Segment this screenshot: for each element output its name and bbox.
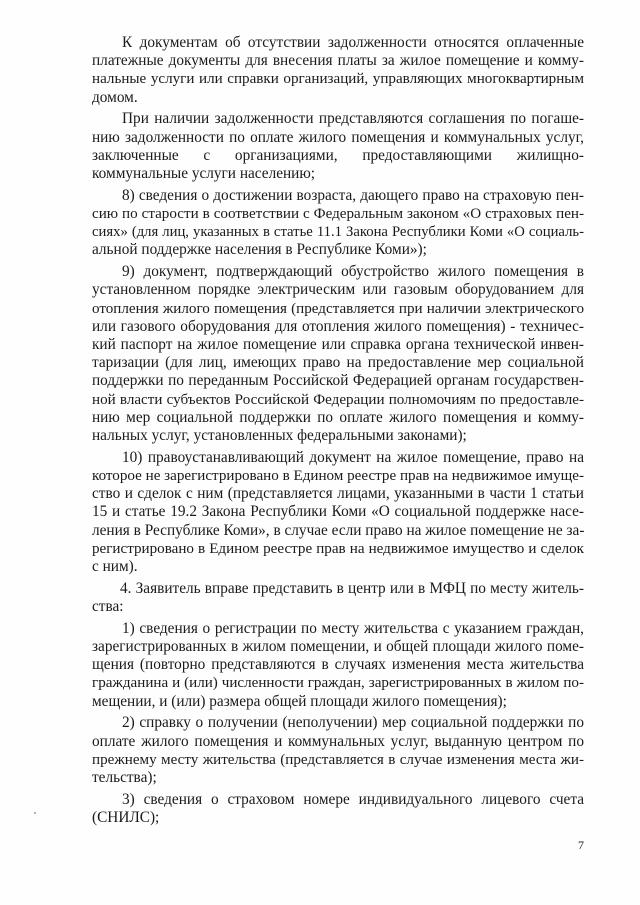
text-line: отопления жилого помещения (представляется при наличии электрического xyxy=(92,300,584,317)
text-line: поддержки по переданным Российской Федерацией органам государствен- xyxy=(92,372,584,390)
text-line: нальные услуги или справки организаций, управляющих многоквартирным xyxy=(92,71,584,88)
text-line: 3) сведения о страховом номере индивидуального лицевого счета xyxy=(122,790,584,808)
text-line: тельства); xyxy=(92,769,157,786)
text-line: гражданина и (или) численности граждан, зарегистрированных в жилом по- xyxy=(92,675,584,692)
text-line: 1) сведения о регистрации по месту жительства с указанием граждан, xyxy=(122,619,584,637)
text-line: регистрировано в Едином реестре прав на недвижимое имущество и сделок xyxy=(92,540,584,557)
text-line: При наличии задолженности представляются соглашения по погаше- xyxy=(122,110,584,128)
scan-speck xyxy=(34,812,36,814)
text-line: сию по старости в соответствии с Федеральным законом «О страховых пен- xyxy=(92,206,584,222)
text-line: 10) правоустанавливающий документ на жилое помещение, право на xyxy=(122,448,584,466)
text-line: оплате жилого помещения и коммунальных услуг, выданную центром по xyxy=(92,732,584,750)
text-line: 4. Заявитель вправе представить в центр или в МФЦ по месту житель- xyxy=(120,579,584,597)
text-line: ления в Республике Коми», в случае если право на жилое помещение не за- xyxy=(92,521,585,539)
text-line: нию задолженности по оплате жилого помещения и коммунальных услуг, xyxy=(92,128,584,146)
text-line: кий паспорт на жилое помещение или справка органа технической инвен- xyxy=(92,336,584,353)
text-line: или газового оборудования для отопления жилого помещения) - техничес- xyxy=(92,317,584,335)
text-line: ной власти субъектов Российской Федерации полномочиям по предоставле- xyxy=(92,391,584,408)
text-line: мещении, и (или) размера общей площади жилого помещения); xyxy=(92,692,507,710)
text-line: установленном порядке электрическим или газовым оборудованием для xyxy=(92,281,584,299)
text-line: домом. xyxy=(92,88,138,106)
text-line: которое не зарегистрировано в Едином реестре прав на недвижимое имуще- xyxy=(92,468,584,484)
page-number: 7 xyxy=(578,838,584,852)
text-line: прежнему месту жительства (представляется в случае изменения места жи- xyxy=(92,751,584,768)
text-line: ство и сделок с ним (представляется лицами, указанными в части 1 статьи xyxy=(92,485,584,503)
text-line: нальных услуг, установленных федеральными законами); xyxy=(92,427,467,444)
text-line: К документам об отсутствии задолженности относятся оплаченные xyxy=(122,34,584,51)
text-line: 2) справку о получении (неполучении) мер социальной поддержки по xyxy=(122,714,584,732)
text-line: нию мер социальной поддержки по оплате жилого помещения и комму- xyxy=(92,408,584,426)
text-line: коммунальные услуги населению; xyxy=(92,165,316,182)
text-line: сиях» (для лиц, указанных в статье 11.1 Закона Республики Коми «О социаль- xyxy=(92,224,584,241)
text-line: с ним). xyxy=(92,558,138,575)
text-line: платежные документы для внесения платы за жилое помещение и комму- xyxy=(92,52,584,70)
text-line: таризации (для лиц, имеющих право на предоставление мер социальной xyxy=(92,354,584,372)
text-line: заключенные с организациями, предоставляющими жилищно- xyxy=(92,146,584,164)
text-line: 9) документ, подтверждающий обустройство жилого помещения в xyxy=(122,263,584,281)
text-line: ства: xyxy=(92,598,124,615)
text-line: щения (повторно представляются в случаях изменения места жительства xyxy=(92,656,584,674)
text-line: 8) сведения о достижении возраста, дающего право на страховую пен- xyxy=(122,186,584,204)
text-line: 15 и статье 19.2 Закона Республики Коми «О социальной поддержке насе- xyxy=(92,503,584,521)
text-line: (СНИЛС); xyxy=(92,809,160,826)
text-line: альной поддержке населения в Республике Коми»); xyxy=(92,241,427,259)
text-line: зарегистрированных в жилом помещении, и общей площади жилого поме- xyxy=(92,638,584,655)
